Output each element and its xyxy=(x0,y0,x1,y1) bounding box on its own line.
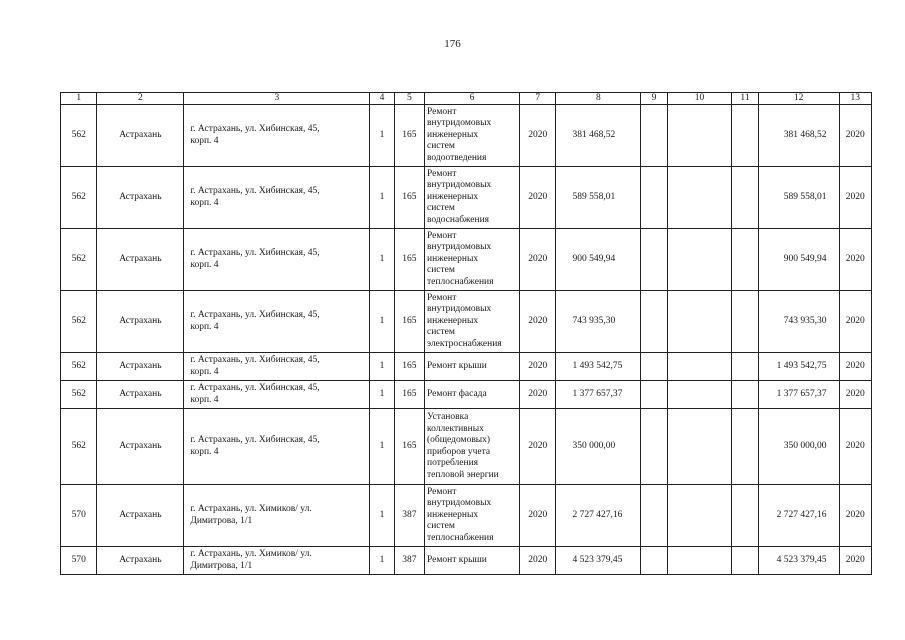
work-type-line: систем xyxy=(427,327,455,338)
column-number-6: 6 xyxy=(425,93,520,105)
year-cell: 2020 xyxy=(520,105,556,167)
table-row xyxy=(61,547,872,575)
address-line: г. Астрахань, ул. Химиков/ ул. xyxy=(190,504,312,514)
col11-value-cell xyxy=(732,105,758,167)
record-number-cell: 562 xyxy=(61,291,97,353)
col11-value-cell xyxy=(732,229,758,291)
completion-year-cell: 2020 xyxy=(839,409,871,485)
municipality-cell: Астрахань xyxy=(97,291,184,353)
address-line: г. Астрахань, ул. Хибинская, 45, xyxy=(190,186,320,196)
total-cost-cell: 589 558,01 xyxy=(758,167,839,229)
address-line: Димитрова, 1/1 xyxy=(190,515,253,526)
col9-value-cell xyxy=(641,409,667,485)
col5-value-cell: 165 xyxy=(394,291,424,353)
work-type-line: инженерных xyxy=(427,253,479,264)
work-type-cell xyxy=(425,353,520,381)
table-row xyxy=(61,381,872,409)
table-row xyxy=(61,105,872,167)
work-type-line: потребления xyxy=(427,458,479,468)
column-number-10: 10 xyxy=(667,93,732,105)
work-type-line: систем xyxy=(427,141,455,152)
col10-value-cell xyxy=(667,229,732,291)
total-cost-cell: 4 523 379,45 xyxy=(758,547,839,575)
col5-value-cell: 387 xyxy=(394,485,424,547)
total-cost-cell: 743 935,30 xyxy=(758,291,839,353)
address-cell xyxy=(184,229,370,291)
col11-value-cell xyxy=(732,167,758,229)
col4-value-cell: 1 xyxy=(370,291,394,353)
col10-value-cell xyxy=(667,105,732,167)
cost-cell: 900 549,94 xyxy=(556,229,641,291)
column-number-8: 8 xyxy=(556,93,641,105)
col9-value-cell xyxy=(641,547,667,575)
record-number-cell: 562 xyxy=(61,229,97,291)
work-type-line: инженерных xyxy=(427,129,479,140)
col9-value-cell xyxy=(641,167,667,229)
year-cell: 2020 xyxy=(520,229,556,291)
address-line: г. Астрахань, ул. Хибинская, 45, xyxy=(190,355,320,365)
year-cell: 2020 xyxy=(520,485,556,547)
year-cell: 2020 xyxy=(520,167,556,229)
col5-value-cell: 165 xyxy=(394,381,424,409)
col10-value-cell xyxy=(667,409,732,485)
col11-value-cell xyxy=(732,547,758,575)
address-line: г. Астрахань, ул. Хибинская, 45, xyxy=(190,248,320,258)
work-type-line: водоснабжения xyxy=(427,214,490,225)
col5-value-cell: 165 xyxy=(394,229,424,291)
col4-value-cell: 1 xyxy=(370,353,394,381)
total-cost-cell: 381 468,52 xyxy=(758,105,839,167)
work-type-cell xyxy=(425,547,520,575)
col10-value-cell xyxy=(667,167,732,229)
address-cell xyxy=(184,291,370,353)
record-number-cell: 570 xyxy=(61,547,97,575)
address-line: Димитрова, 1/1 xyxy=(190,560,253,571)
cost-cell: 381 468,52 xyxy=(556,105,641,167)
work-type-line: внутридомовых xyxy=(427,498,492,509)
work-type-cell xyxy=(425,409,520,485)
address-line: корп. 4 xyxy=(190,446,219,457)
works-table xyxy=(60,92,872,575)
record-number-cell: 562 xyxy=(61,409,97,485)
table-row xyxy=(61,353,872,381)
work-type-line: (общедомовых) xyxy=(427,435,491,445)
cost-cell: 350 000,00 xyxy=(556,409,641,485)
col9-value-cell xyxy=(641,353,667,381)
address-cell xyxy=(184,353,370,381)
record-number-cell: 570 xyxy=(61,485,97,547)
municipality-cell: Астрахань xyxy=(97,353,184,381)
col10-value-cell xyxy=(667,291,732,353)
col11-value-cell xyxy=(732,381,758,409)
work-type-line: приборов учета xyxy=(427,446,491,457)
municipality-cell: Астрахань xyxy=(97,485,184,547)
address-line: г. Астрахань, ул. Химиков/ ул. xyxy=(190,549,312,559)
work-type-line: систем xyxy=(427,265,455,276)
work-type-line: инженерных xyxy=(427,509,479,520)
col10-value-cell xyxy=(667,381,732,409)
completion-year-cell: 2020 xyxy=(839,167,871,229)
work-type-line: внутридомовых xyxy=(427,304,492,315)
record-number-cell: 562 xyxy=(61,167,97,229)
address-cell xyxy=(184,485,370,547)
table-row xyxy=(61,485,872,547)
table-row xyxy=(61,229,872,291)
column-number-5: 5 xyxy=(394,93,424,105)
col9-value-cell xyxy=(641,291,667,353)
col5-value-cell: 165 xyxy=(394,167,424,229)
col9-value-cell xyxy=(641,485,667,547)
total-cost-cell: 350 000,00 xyxy=(758,409,839,485)
cost-cell: 2 727 427,16 xyxy=(556,485,641,547)
work-type-line: внутридомовых xyxy=(427,242,492,253)
column-number-row xyxy=(61,93,872,105)
address-line: корп. 4 xyxy=(190,197,219,208)
col4-value-cell: 1 xyxy=(370,105,394,167)
column-number-3: 3 xyxy=(184,93,370,105)
work-type-line: коллективных xyxy=(427,423,484,434)
work-type-line: теплоснабжения xyxy=(427,276,494,287)
column-number-11: 11 xyxy=(732,93,758,105)
col4-value-cell: 1 xyxy=(370,409,394,485)
municipality-cell: Астрахань xyxy=(97,409,184,485)
column-number-12: 12 xyxy=(758,93,839,105)
address-cell xyxy=(184,381,370,409)
col9-value-cell xyxy=(641,229,667,291)
municipality-cell: Астрахань xyxy=(97,229,184,291)
record-number-cell: 562 xyxy=(61,353,97,381)
work-type-line: Ремонт крыши xyxy=(427,360,487,371)
work-type-cell xyxy=(425,229,520,291)
work-type-line: инженерных xyxy=(427,315,479,326)
table-row xyxy=(61,409,872,485)
col10-value-cell xyxy=(667,547,732,575)
work-type-line: внутридомовых xyxy=(427,118,492,129)
work-type-cell xyxy=(425,105,520,167)
col4-value-cell: 1 xyxy=(370,229,394,291)
work-type-line: Ремонт xyxy=(427,106,457,117)
completion-year-cell: 2020 xyxy=(839,381,871,409)
address-line: г. Астрахань, ул. Хибинская, 45, xyxy=(190,310,320,320)
work-type-line: тепловой энергии xyxy=(427,469,499,480)
year-cell: 2020 xyxy=(520,409,556,485)
col4-value-cell: 1 xyxy=(370,381,394,409)
work-type-line: Ремонт крыши xyxy=(427,554,487,565)
total-cost-cell: 1 377 657,37 xyxy=(758,381,839,409)
cost-cell: 1 377 657,37 xyxy=(556,381,641,409)
col5-value-cell: 387 xyxy=(394,547,424,575)
col4-value-cell: 1 xyxy=(370,167,394,229)
year-cell: 2020 xyxy=(520,381,556,409)
work-type-cell xyxy=(425,291,520,353)
work-type-line: водоотведения xyxy=(427,152,487,163)
work-type-line: Ремонт xyxy=(427,486,457,497)
col5-value-cell: 165 xyxy=(394,105,424,167)
record-number-cell: 562 xyxy=(61,381,97,409)
col10-value-cell xyxy=(667,485,732,547)
column-number-2: 2 xyxy=(97,93,184,105)
cost-cell: 1 493 542,75 xyxy=(556,353,641,381)
municipality-cell: Астрахань xyxy=(97,547,184,575)
address-cell xyxy=(184,167,370,229)
cost-cell: 743 935,30 xyxy=(556,291,641,353)
address-line: корп. 4 xyxy=(190,135,219,146)
address-line: корп. 4 xyxy=(190,321,219,332)
work-type-line: Установка xyxy=(427,412,469,422)
column-number-7: 7 xyxy=(520,93,556,105)
completion-year-cell: 2020 xyxy=(839,229,871,291)
year-cell: 2020 xyxy=(520,547,556,575)
col5-value-cell: 165 xyxy=(394,353,424,381)
work-type-line: инженерных xyxy=(427,191,479,202)
completion-year-cell: 2020 xyxy=(839,353,871,381)
cost-cell: 589 558,01 xyxy=(556,167,641,229)
work-type-line: Ремонт xyxy=(427,292,457,303)
completion-year-cell: 2020 xyxy=(839,485,871,547)
year-cell: 2020 xyxy=(520,291,556,353)
total-cost-cell: 1 493 542,75 xyxy=(758,353,839,381)
column-number-13: 13 xyxy=(839,93,871,105)
col11-value-cell xyxy=(732,291,758,353)
work-type-line: Ремонт xyxy=(427,168,457,179)
municipality-cell: Астрахань xyxy=(97,105,184,167)
completion-year-cell: 2020 xyxy=(839,547,871,575)
col11-value-cell xyxy=(732,485,758,547)
col11-value-cell xyxy=(732,353,758,381)
column-number-4: 4 xyxy=(370,93,394,105)
record-number-cell: 562 xyxy=(61,105,97,167)
column-number-1: 1 xyxy=(61,93,97,105)
work-type-line: систем xyxy=(427,521,455,532)
work-type-line: внутридомовых xyxy=(427,180,492,191)
completion-year-cell: 2020 xyxy=(839,105,871,167)
completion-year-cell: 2020 xyxy=(839,291,871,353)
work-type-cell xyxy=(425,485,520,547)
address-cell xyxy=(184,105,370,167)
work-type-line: Ремонт фасада xyxy=(427,388,487,399)
work-type-line: теплоснабжения xyxy=(427,532,494,543)
address-cell xyxy=(184,547,370,575)
col9-value-cell xyxy=(641,381,667,409)
table-row xyxy=(61,291,872,353)
address-line: г. Астрахань, ул. Хибинская, 45, xyxy=(190,435,320,445)
col4-value-cell: 1 xyxy=(370,547,394,575)
address-line: корп. 4 xyxy=(190,366,219,377)
col9-value-cell xyxy=(641,105,667,167)
municipality-cell: Астрахань xyxy=(97,167,184,229)
work-type-cell xyxy=(425,167,520,229)
column-number-9: 9 xyxy=(641,93,667,105)
col5-value-cell: 165 xyxy=(394,409,424,485)
address-line: корп. 4 xyxy=(190,259,219,270)
col10-value-cell xyxy=(667,353,732,381)
total-cost-cell: 2 727 427,16 xyxy=(758,485,839,547)
cost-cell: 4 523 379,45 xyxy=(556,547,641,575)
col11-value-cell xyxy=(732,409,758,485)
address-line: корп. 4 xyxy=(190,394,219,405)
work-type-line: электроснабжения xyxy=(427,338,502,349)
work-type-cell xyxy=(425,381,520,409)
municipality-cell: Астрахань xyxy=(97,381,184,409)
table-row xyxy=(61,167,872,229)
address-line: г. Астрахань, ул. Хибинская, 45, xyxy=(190,383,320,393)
total-cost-cell: 900 549,94 xyxy=(758,229,839,291)
work-type-line: Ремонт xyxy=(427,230,457,241)
address-line: г. Астрахань, ул. Хибинская, 45, xyxy=(190,124,320,134)
col4-value-cell: 1 xyxy=(370,485,394,547)
year-cell: 2020 xyxy=(520,353,556,381)
page-number: 176 xyxy=(444,38,461,50)
work-type-line: систем xyxy=(427,203,455,214)
address-cell xyxy=(184,409,370,485)
